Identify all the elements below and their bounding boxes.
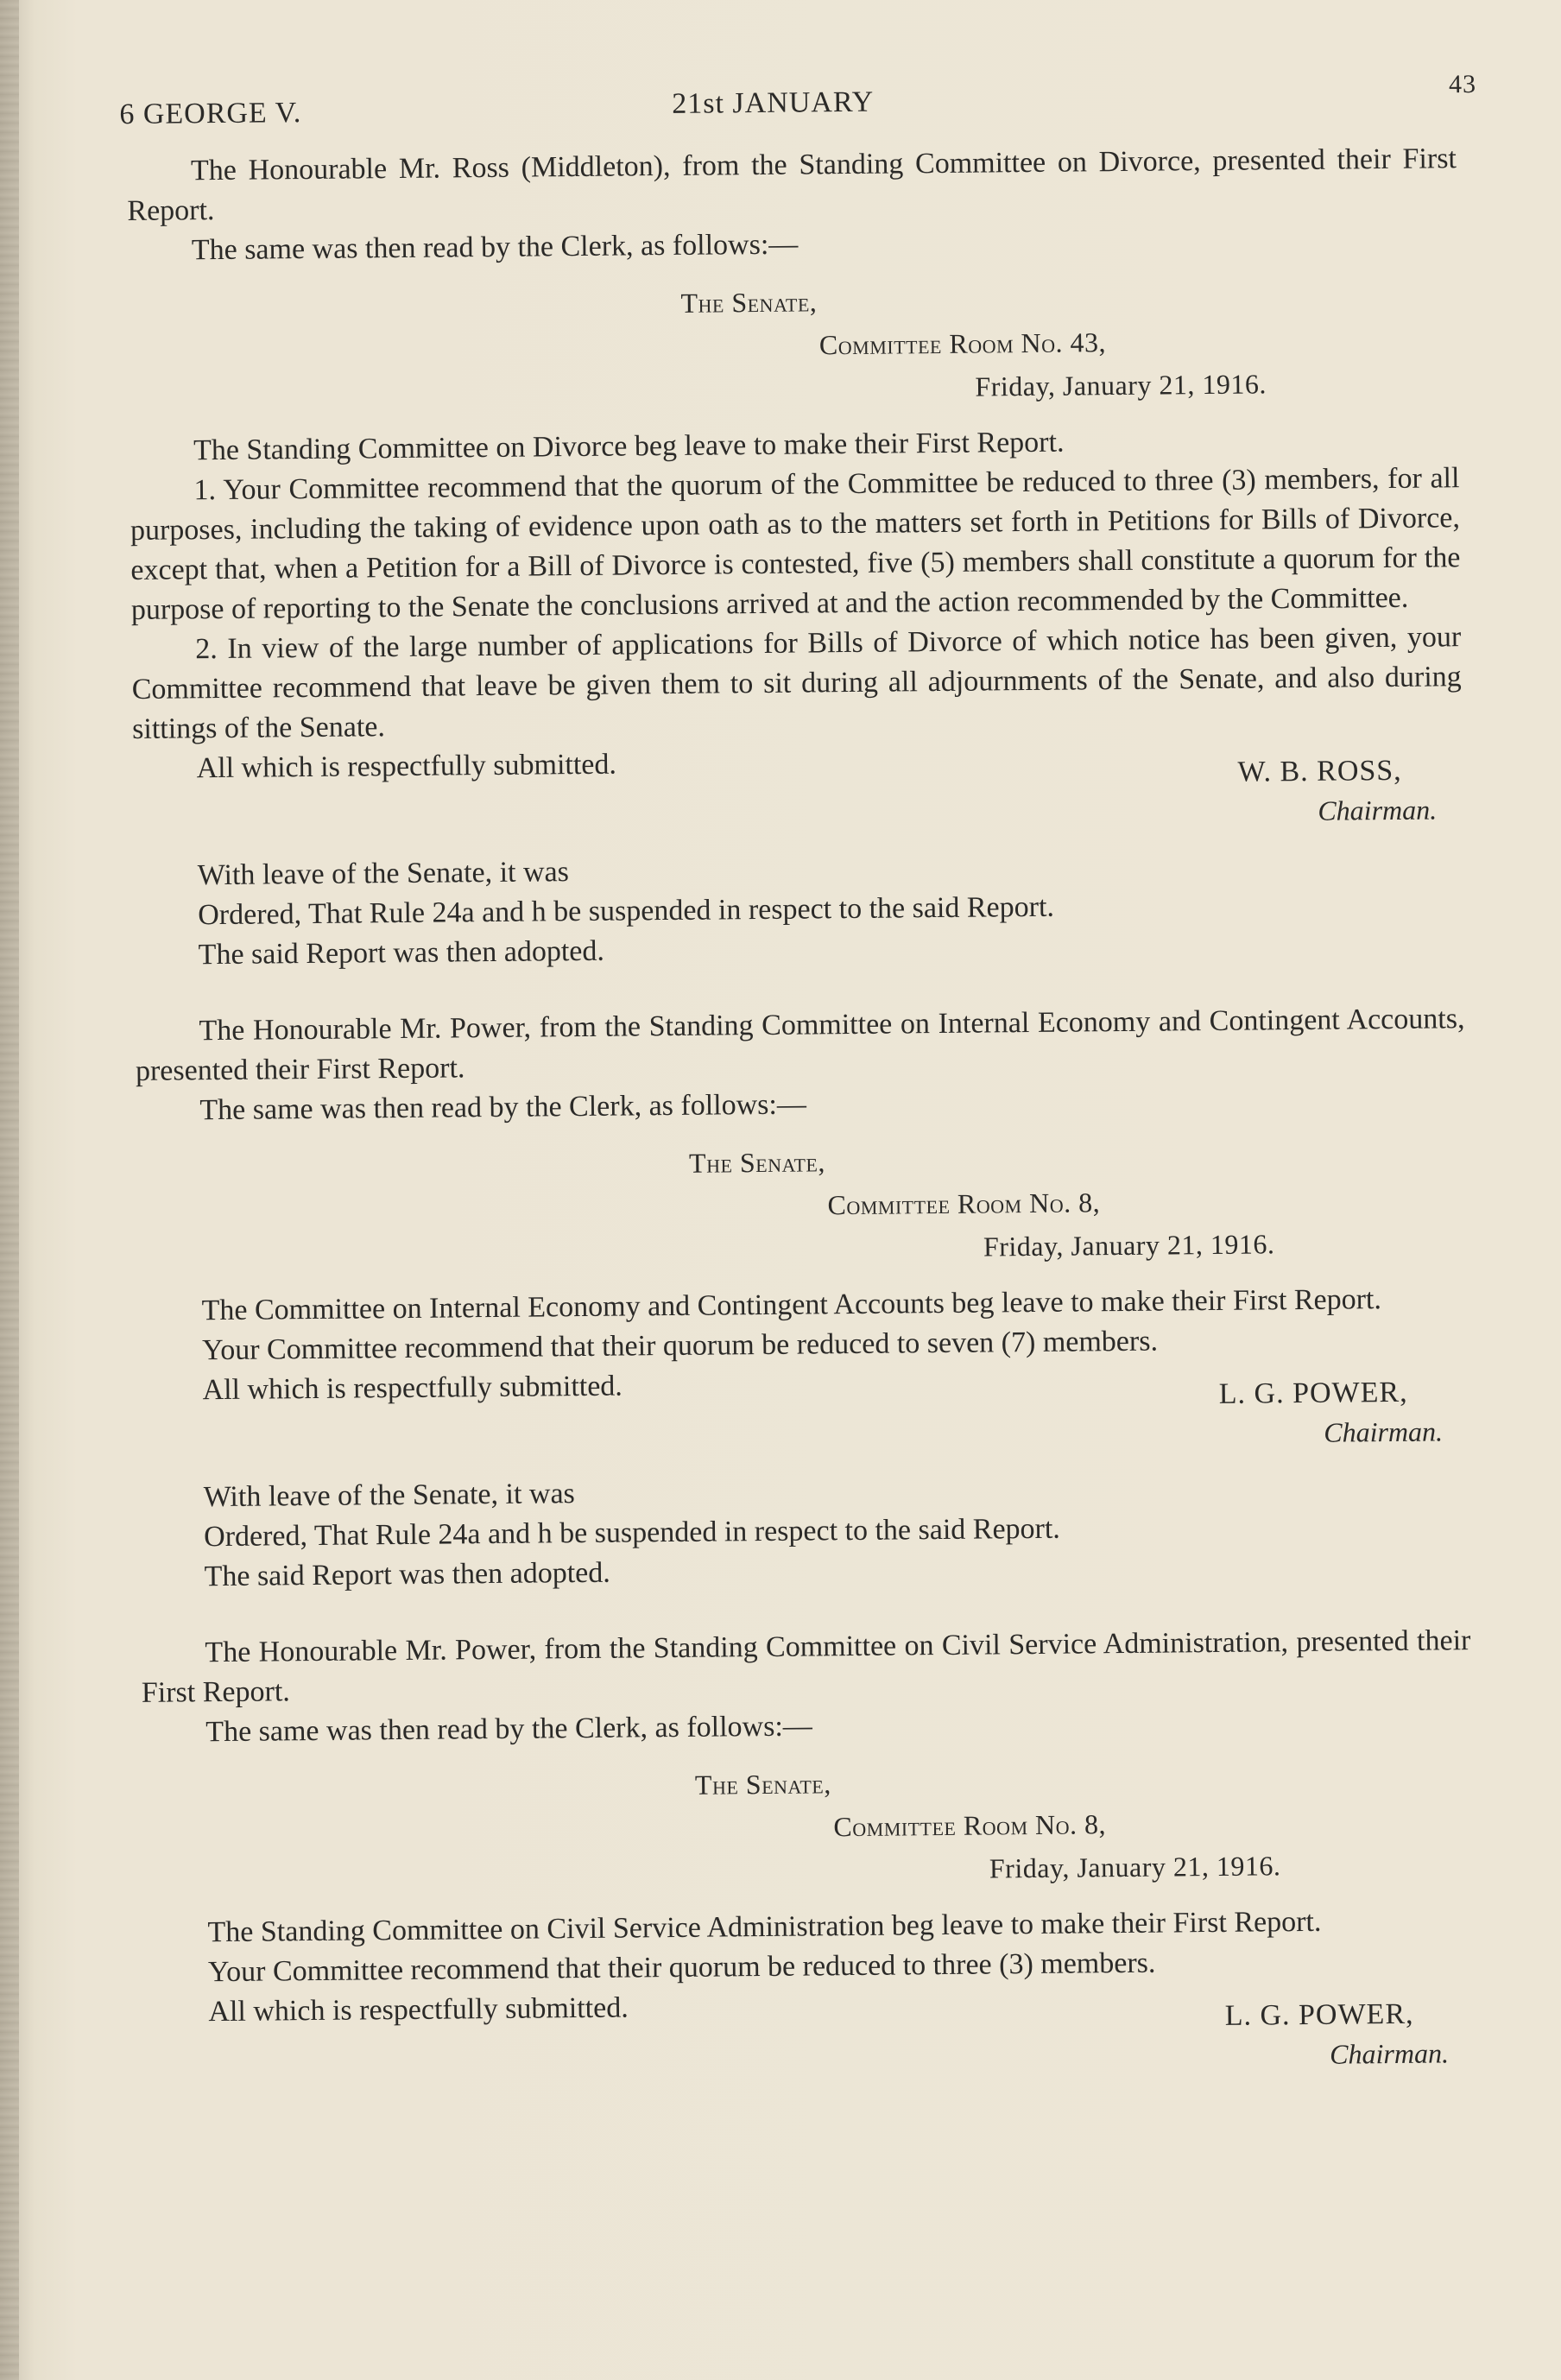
order-line: Ordered, That Rule 24a and h be suspended in respect to the said Report. xyxy=(198,890,1055,932)
report-paragraph: The Committee on Internal Economy and Contingent Accounts beg leave to make their First Report. xyxy=(201,1283,1382,1327)
report-paragraph: 2. In view of the large number of applications for Bills of Divorce of which notice has been given, your Committee recommend that leave be given them to sit during all adjournments of the Senate, and also during sittings of the Senate. xyxy=(131,621,1462,745)
adopted-line: The said Report was then adopted. xyxy=(198,934,605,972)
section-read-line: The same was then read by the Clerk, as follows:— xyxy=(205,1710,812,1749)
report-paragraph: Your Committee recommend that their quorum be reduced to seven (7) members. xyxy=(201,1325,1159,1367)
report-closing: All which is respectfully submitted. xyxy=(196,748,617,785)
report-paragraph: The Standing Committee on Civil Service Administration beg leave to make their First Report. xyxy=(207,1905,1322,1949)
signature-title: Chairman. xyxy=(1318,794,1438,826)
section-intro: The Honourable Mr. Power, from the Standing Committee on Civil Service Administration, presented their First Report. xyxy=(141,1624,1471,1709)
order-line: Ordered, That Rule 24a and h be suspended in respect to the said Report. xyxy=(203,1512,1061,1554)
heading-date: Friday, January 21, 1916. xyxy=(983,1228,1275,1263)
section-intro: The Honourable Mr. Power, from the Standing Committee on Internal Economy and Contingent Accounts, presented their First Report. xyxy=(135,1003,1465,1087)
leave-line: With leave of the Senate, it was xyxy=(197,856,570,892)
report-civil-service xyxy=(141,1621,1475,2085)
signature-title: Chairman. xyxy=(1324,1415,1444,1448)
running-header xyxy=(119,69,1477,152)
page-content xyxy=(119,69,1477,2085)
heading-committee-room: Committee Room No. 8, xyxy=(827,1187,1101,1221)
section-read-line: The same was then read by the Clerk, as follows:— xyxy=(199,1088,807,1127)
heading-date: Friday, January 21, 1916. xyxy=(975,368,1267,402)
heading-committee-room: Committee Room No. 43, xyxy=(818,326,1107,361)
report-closing: All which is respectfully submitted. xyxy=(202,1370,623,1407)
binding-edge xyxy=(0,0,19,2380)
leave-line: With leave of the Senate, it was xyxy=(203,1478,575,1514)
signature-name: L. G. POWER, xyxy=(1224,1997,1414,2032)
heading-senate: The Senate, xyxy=(694,1768,831,1801)
heading-date: Friday, January 21, 1916. xyxy=(989,1850,1281,1884)
heading-committee-room: Committee Room No. 8, xyxy=(833,1808,1107,1843)
section-intro: The Honourable Mr. Ross (Middleton), from the Standing Committee on Divorce, presented their First Report. xyxy=(127,142,1457,227)
signature-name: W. B. ROSS, xyxy=(1237,754,1402,788)
header-date: 21st JANUARY xyxy=(672,85,875,120)
report-paragraph: The Standing Committee on Divorce beg leave to make their First Report. xyxy=(193,426,1065,467)
report-paragraph: Your Committee recommend that their quorum be reduced to three (3) members. xyxy=(207,1946,1156,1989)
page-number: 43 xyxy=(1448,69,1477,99)
report-divorce xyxy=(127,139,1464,976)
signature-title: Chairman. xyxy=(1330,2037,1450,2070)
header-regnal-year: 6 GEORGE V. xyxy=(119,97,302,131)
heading-senate: The Senate, xyxy=(688,1146,826,1179)
heading-senate: The Senate, xyxy=(680,286,818,319)
report-paragraph: 1. Your Committee recommend that the quorum of the Committee be reduced to three (3) members, for all purposes, including the taking of evidence upon oath as to the matters set forth in Petitions for Bills of Divorce, except that, when a Petition for a Bill of Divorce is contested, five (5) members shall constitute a quorum for the purpose of reporting to the Senate the conclusions arrived at and the action recommended by the Committee. xyxy=(130,462,1461,626)
signature-name: L. G. POWER, xyxy=(1218,1376,1408,1410)
report-closing: All which is respectfully submitted. xyxy=(208,1991,629,2029)
section-read-line: The same was then read by the Clerk, as follows:— xyxy=(191,228,799,267)
adopted-line: The said Report was then adopted. xyxy=(204,1556,610,1593)
report-internal-economy xyxy=(135,999,1469,1598)
